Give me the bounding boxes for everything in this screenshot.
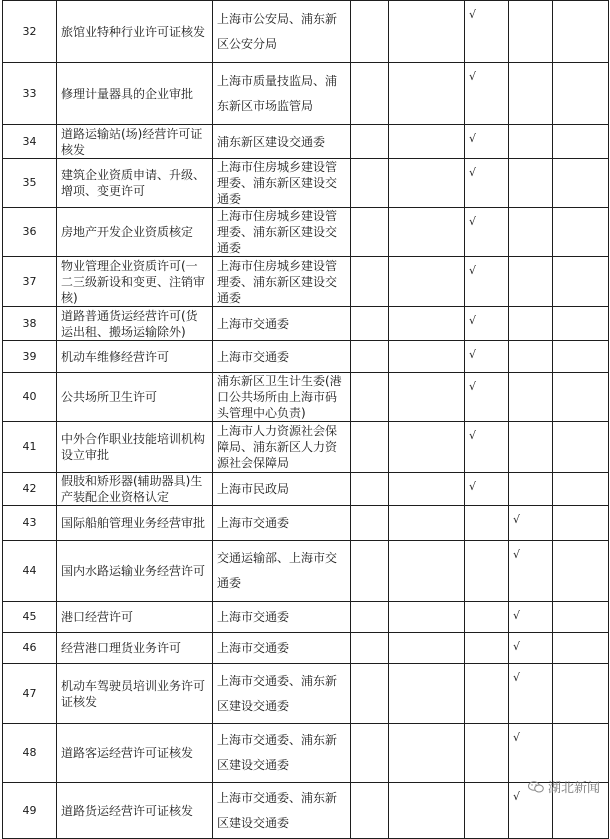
check-mark-6: √ xyxy=(465,373,509,422)
table-row xyxy=(3,373,609,422)
col-8 xyxy=(553,63,609,125)
table-row xyxy=(3,473,609,506)
row-number: 42 xyxy=(3,473,57,506)
department: 上海市人力资源社会保障局、浦东新区人力资源社会保障局 xyxy=(213,422,351,473)
col-8 xyxy=(553,633,609,664)
check-mark-6: √ xyxy=(465,63,509,125)
permit-name: 道路普通货运经营许可(货运出租、搬场运输除外) xyxy=(57,307,213,341)
check-mark-6 xyxy=(465,506,509,541)
watermark xyxy=(528,777,600,796)
permit-name: 国际船舶管理业务经营审批 xyxy=(57,506,213,541)
row-number: 49 xyxy=(3,783,57,839)
col-5 xyxy=(389,602,465,633)
col-8 xyxy=(553,602,609,633)
row-number: 44 xyxy=(3,541,57,602)
table-row xyxy=(3,63,609,125)
permit-name: 港口经营许可 xyxy=(57,602,213,633)
table-row xyxy=(3,724,609,783)
table-row xyxy=(3,541,609,602)
col-4 xyxy=(351,541,389,602)
check-mark-7: √ xyxy=(509,783,553,839)
department: 上海市住房城乡建设管理委、浦东新区建设交通委 xyxy=(213,208,351,257)
col-4 xyxy=(351,633,389,664)
row-number: 43 xyxy=(3,506,57,541)
check-mark-7 xyxy=(509,208,553,257)
check-mark-7 xyxy=(509,125,553,159)
col-4 xyxy=(351,473,389,506)
check-mark-6 xyxy=(465,602,509,633)
department: 上海市交通委、浦东新区建设交通委 xyxy=(213,664,351,724)
department: 交通运输部、上海市交通委 xyxy=(213,541,351,602)
col-4 xyxy=(351,125,389,159)
col-5 xyxy=(389,208,465,257)
col-4 xyxy=(351,783,389,839)
row-number: 37 xyxy=(3,257,57,307)
col-5 xyxy=(389,541,465,602)
check-mark-7: √ xyxy=(509,724,553,783)
department: 浦东新区建设交通委 xyxy=(213,125,351,159)
permit-name: 道路运输站(场)经营许可证核发 xyxy=(57,125,213,159)
check-mark-7 xyxy=(509,473,553,506)
permit-name: 道路货运经营许可证核发 xyxy=(57,783,213,839)
check-mark-6 xyxy=(465,664,509,724)
col-4 xyxy=(351,602,389,633)
row-number: 45 xyxy=(3,602,57,633)
check-mark-7 xyxy=(509,341,553,373)
table-body xyxy=(3,1,609,839)
department: 上海市交通委、浦东新区建设交通委 xyxy=(213,783,351,839)
check-mark-6: √ xyxy=(465,159,509,208)
col-5 xyxy=(389,633,465,664)
col-5 xyxy=(389,473,465,506)
col-4 xyxy=(351,506,389,541)
check-mark-7: √ xyxy=(509,602,553,633)
check-mark-6: √ xyxy=(465,307,509,341)
col-4 xyxy=(351,257,389,307)
col-5 xyxy=(389,373,465,422)
col-4 xyxy=(351,422,389,473)
check-mark-7 xyxy=(509,373,553,422)
col-5 xyxy=(389,257,465,307)
row-number: 46 xyxy=(3,633,57,664)
col-4 xyxy=(351,373,389,422)
col-8 xyxy=(553,1,609,63)
permit-name: 旅馆业特种行业许可证核发 xyxy=(57,1,213,63)
department: 上海市公安局、浦东新区公安分局 xyxy=(213,1,351,63)
department: 上海市交通委 xyxy=(213,341,351,373)
row-number: 38 xyxy=(3,307,57,341)
table-row xyxy=(3,1,609,63)
table-row xyxy=(3,633,609,664)
col-4 xyxy=(351,341,389,373)
department: 上海市交通委 xyxy=(213,602,351,633)
col-5 xyxy=(389,63,465,125)
col-8 xyxy=(553,257,609,307)
col-8 xyxy=(553,506,609,541)
check-mark-6 xyxy=(465,783,509,839)
table-row xyxy=(3,159,609,208)
col-5 xyxy=(389,159,465,208)
col-4 xyxy=(351,307,389,341)
check-mark-7 xyxy=(509,63,553,125)
watermark-text: 湖北新闻 xyxy=(547,781,600,796)
check-mark-7 xyxy=(509,1,553,63)
table-row xyxy=(3,506,609,541)
department: 上海市交通委 xyxy=(213,307,351,341)
col-5 xyxy=(389,341,465,373)
table-row xyxy=(3,602,609,633)
col-8 xyxy=(553,159,609,208)
check-mark-6 xyxy=(465,724,509,783)
permit-name: 假肢和矫形器(辅助器具)生产装配企业资格认定 xyxy=(57,473,213,506)
permit-name: 修理计量器具的企业审批 xyxy=(57,63,213,125)
table-row xyxy=(3,664,609,724)
col-5 xyxy=(389,125,465,159)
col-5 xyxy=(389,506,465,541)
check-mark-6 xyxy=(465,541,509,602)
permit-name: 公共场所卫生许可 xyxy=(57,373,213,422)
row-number: 32 xyxy=(3,1,57,63)
row-number: 41 xyxy=(3,422,57,473)
col-8 xyxy=(553,208,609,257)
department: 浦东新区卫生计生委(港口公共场所由上海市码头管理中心负责) xyxy=(213,373,351,422)
check-mark-6: √ xyxy=(465,473,509,506)
col-5 xyxy=(389,783,465,839)
table-row xyxy=(3,783,609,839)
permit-name: 道路客运经营许可证核发 xyxy=(57,724,213,783)
table-row xyxy=(3,125,609,159)
permit-name: 房地产开发企业资质核定 xyxy=(57,208,213,257)
col-5 xyxy=(389,724,465,783)
col-8 xyxy=(553,724,609,783)
table-row xyxy=(3,208,609,257)
col-4 xyxy=(351,208,389,257)
check-mark-7: √ xyxy=(509,506,553,541)
col-8 xyxy=(553,341,609,373)
col-8 xyxy=(553,541,609,602)
col-4 xyxy=(351,159,389,208)
permit-name: 机动车驾驶员培训业务许可证核发 xyxy=(57,664,213,724)
table-row xyxy=(3,341,609,373)
department: 上海市交通委 xyxy=(213,506,351,541)
check-mark-6: √ xyxy=(465,257,509,307)
permit-name: 经营港口理货业务许可 xyxy=(57,633,213,664)
table-row xyxy=(3,422,609,473)
check-mark-7 xyxy=(509,422,553,473)
col-5 xyxy=(389,307,465,341)
permit-name: 建筑企业资质申请、升级、增项、变更许可 xyxy=(57,159,213,208)
col-8 xyxy=(553,373,609,422)
row-number: 33 xyxy=(3,63,57,125)
col-8 xyxy=(553,664,609,724)
row-number: 47 xyxy=(3,664,57,724)
wechat-icon xyxy=(528,781,544,793)
permit-name: 国内水路运输业务经营许可 xyxy=(57,541,213,602)
col-8 xyxy=(553,125,609,159)
col-8 xyxy=(553,422,609,473)
check-mark-6: √ xyxy=(465,341,509,373)
col-5 xyxy=(389,664,465,724)
permits-table xyxy=(2,0,609,839)
check-mark-6: √ xyxy=(465,208,509,257)
check-mark-6: √ xyxy=(465,1,509,63)
col-8 xyxy=(553,307,609,341)
department: 上海市住房城乡建设管理委、浦东新区建设交通委 xyxy=(213,257,351,307)
department: 上海市交通委、浦东新区建设交通委 xyxy=(213,724,351,783)
permit-name: 机动车维修经营许可 xyxy=(57,341,213,373)
row-number: 35 xyxy=(3,159,57,208)
check-mark-6: √ xyxy=(465,422,509,473)
col-4 xyxy=(351,724,389,783)
row-number: 36 xyxy=(3,208,57,257)
row-number: 34 xyxy=(3,125,57,159)
col-8 xyxy=(553,473,609,506)
check-mark-7: √ xyxy=(509,664,553,724)
check-mark-6: √ xyxy=(465,125,509,159)
row-number: 48 xyxy=(3,724,57,783)
col-5 xyxy=(389,422,465,473)
check-mark-7: √ xyxy=(509,633,553,664)
check-mark-6 xyxy=(465,633,509,664)
department: 上海市民政局 xyxy=(213,473,351,506)
check-mark-7 xyxy=(509,159,553,208)
col-4 xyxy=(351,63,389,125)
check-mark-7 xyxy=(509,307,553,341)
row-number: 40 xyxy=(3,373,57,422)
table-row xyxy=(3,257,609,307)
check-mark-7: √ xyxy=(509,541,553,602)
row-number: 39 xyxy=(3,341,57,373)
col-5 xyxy=(389,1,465,63)
check-mark-7 xyxy=(509,257,553,307)
table-row xyxy=(3,307,609,341)
department: 上海市质量技监局、浦东新区市场监管局 xyxy=(213,63,351,125)
col-4 xyxy=(351,664,389,724)
permit-name: 物业管理企业资质许可(一二三级新设和变更、注销审核) xyxy=(57,257,213,307)
col-4 xyxy=(351,1,389,63)
department: 上海市住房城乡建设管理委、浦东新区建设交通委 xyxy=(213,159,351,208)
permit-name: 中外合作职业技能培训机构设立审批 xyxy=(57,422,213,473)
department: 上海市交通委 xyxy=(213,633,351,664)
